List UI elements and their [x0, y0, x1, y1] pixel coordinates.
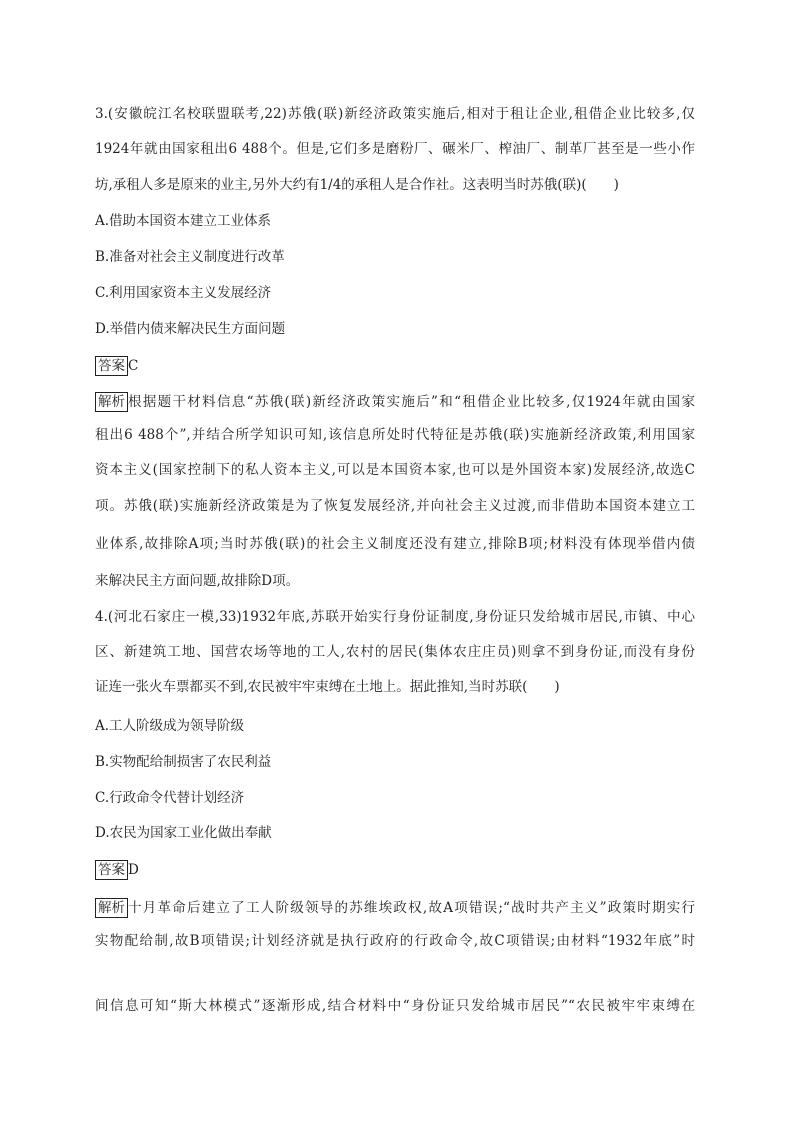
- q3-analysis-line-1: 根据题干材料信息“苏俄(联)新经济政策实施后”和“租借企业比较多,仅1924年就由国家: [128, 394, 695, 410]
- q4-stem-line-1: 4.(河北石家庄一模,33)1932年底,苏联开始实行身份证制度,身份证只发给城市居民,市镇、中心: [95, 609, 695, 625]
- q4-analysis-line-1: 十月革命后建立了工人阶级领导的苏维埃政权,故A项错误;“战时共产主义”政策时期实行: [128, 900, 695, 916]
- q3-option-c: C.利用国家资本主义发展经济: [95, 285, 272, 301]
- q3-option-d: D.举借内债来解决民生方面问题: [95, 321, 286, 337]
- q4-stem-line-3: 证连一张火车票都买不到,农民被牢牢束缚在土地上。据此推知,当时苏联( ): [95, 679, 560, 695]
- q3-answer-label: 答案: [95, 356, 128, 376]
- q3-stem-line-2: 1924年就由国家租出6 488个。但是,它们多是磨粉厂、碾米厂、榨油厂、制革厂甚至是一些小作: [95, 141, 695, 157]
- q4-analysis-line-2: 实物配给制,故B项错误;计划经济就是执行政府的行政命令,故C项错误;由材料“1932年底”时: [95, 933, 695, 949]
- q3-option-a: A.借助本国资本建立工业体系: [95, 213, 272, 229]
- q4-answer-row: [95, 859, 695, 881]
- q3-analysis-row-1: [95, 391, 695, 413]
- q4-analysis-label: 解析: [95, 898, 128, 918]
- q3-answer-row: [95, 355, 695, 377]
- q4-answer-value: D: [128, 862, 139, 878]
- q4-option-a: A.工人阶级成为领导阶级: [95, 718, 245, 734]
- q3-analysis-line-6: 来解决民主方面问题,故排除D项。: [95, 573, 300, 589]
- q3-analysis-line-4: 项。苏俄(联)实施新经济政策是为了恢复发展经济,并向社会主义过渡,而非借助本国资本建立工: [95, 498, 695, 514]
- q4-option-d: D.农民为国家工业化做出奉献: [95, 825, 272, 841]
- q3-analysis-label: 解析: [95, 392, 128, 412]
- q3-analysis-line-2: 租出6 488个”,并结合所学知识可知,该信息所处时代特征是苏俄(联)实施新经济政策,利用国家: [95, 427, 695, 443]
- q4-answer-label: 答案: [95, 860, 128, 880]
- q3-analysis-line-3: 资本主义(国家控制下的私人资本主义,可以是本国资本家,也可以是外国资本家)发展经济,故选C: [95, 462, 695, 478]
- q3-option-b: B.准备对社会主义制度进行改革: [95, 249, 285, 265]
- q3-stem-line-1: 3.(安徽皖江名校联盟联考,22)苏俄(联)新经济政策实施后,相对于租让企业,租借企业比较多,仅: [95, 106, 695, 122]
- q4-analysis-line-3: 间信息可知“斯大林模式”逐渐形成,结合材料中“身份证只发给城市居民”“农民被牢牢束缚在: [95, 998, 695, 1014]
- q3-answer-value: C: [128, 358, 139, 374]
- q4-analysis-row-1: [95, 897, 695, 919]
- q4-stem-line-2: 区、新建筑工地、国营农场等地的工人,农村的居民(集体农庄庄员)则拿不到身份证,而没有身份: [95, 644, 695, 660]
- q3-stem-line-3: 坊,承租人多是原来的业主,另外大约有1/4的承租人是合作社。这表明当时苏俄(联)( ): [95, 177, 619, 193]
- q3-analysis-line-5: 业体系,故排除A项;当时苏俄(联)的社会主义制度还没有建立,排除B项;材料没有体现举借内债: [95, 536, 695, 552]
- q4-option-c: C.行政命令代替计划经济: [95, 790, 245, 806]
- q4-option-b: B.实物配给制损害了农民利益: [95, 754, 272, 770]
